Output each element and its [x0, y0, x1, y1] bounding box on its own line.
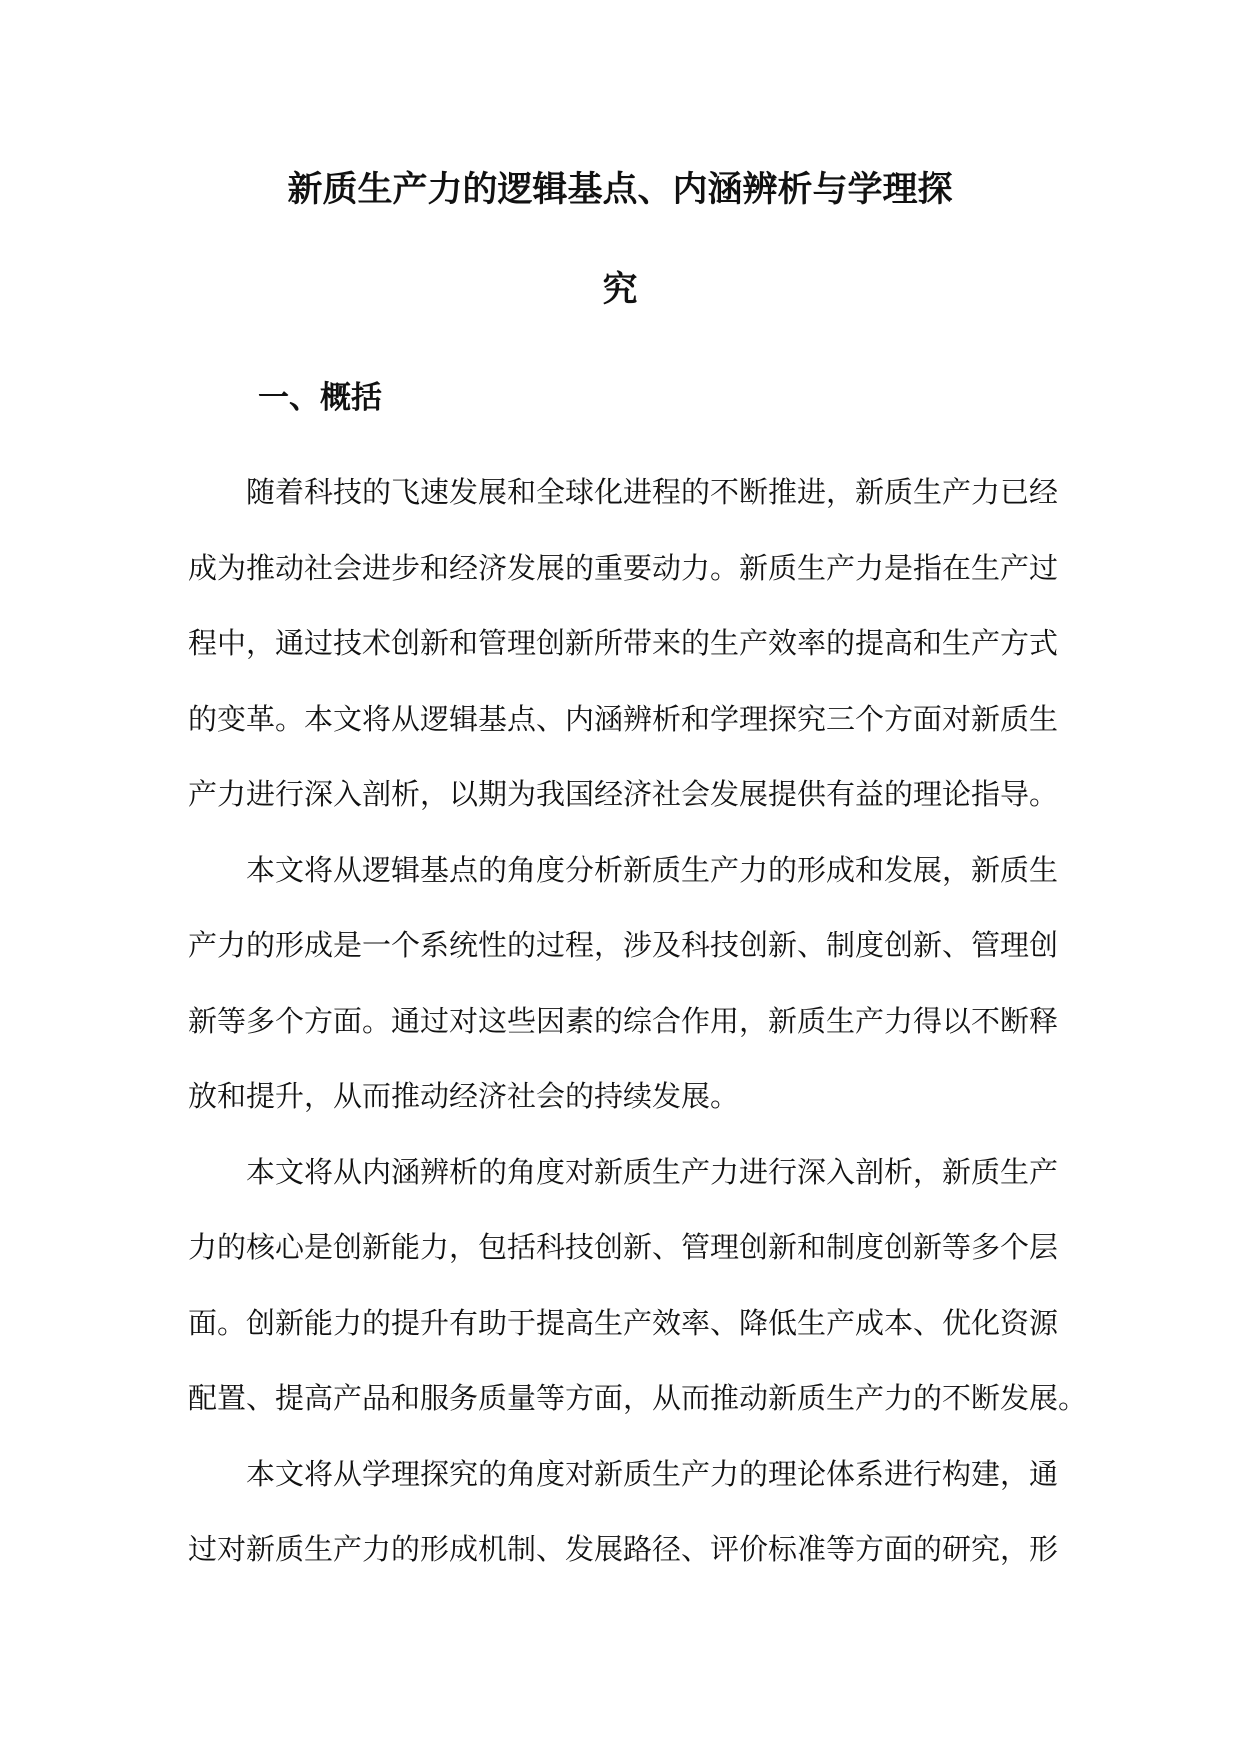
body-text: [188, 455, 1088, 1588]
text-line: 新等多个方面。通过对这些因素的综合作用，新质生产力得以不断释: [188, 1003, 1059, 1038]
section-heading: 一、概括: [258, 380, 382, 416]
document-title: [230, 140, 1010, 340]
text-line: 面。创新能力的提升有助于提高生产效率、降低生产成本、优化资源: [188, 1305, 1059, 1340]
text-line: 产力进行深入剖析，以期为我国经济社会发展提供有益的理论指导。: [188, 777, 1059, 811]
text-line: 的变革。本文将从逻辑基点、内涵辨析和学理探究三个方面对新质生: [188, 701, 1059, 736]
text-line: 放和提升，从而推动经济社会的持续发展。: [188, 1079, 740, 1113]
text-line: 程中，通过技术创新和管理创新所带来的生产效率的提高和生产方式: [188, 626, 1059, 660]
text-line: 成为推动社会进步和经济发展的重要动力。新质生产力是指在生产过: [188, 550, 1059, 585]
paragraph: [188, 1135, 1088, 1437]
paragraph: [188, 1437, 1058, 1588]
title-line: 新质生产力的逻辑基点、内涵辨析与学理探: [287, 169, 953, 210]
text-line: 本文将从内涵辨析的角度对新质生产力进行深入剖析，新质生产: [246, 1154, 1059, 1189]
text-line: 过对新质生产力的形成机制、发展路径、评价标准等方面的研究，形: [188, 1532, 1059, 1566]
text-line: 本文将从学理探究的角度对新质生产力的理论体系进行构建，通: [246, 1456, 1059, 1491]
paragraph: [188, 455, 1058, 833]
text-line: 产力的形成是一个系统性的过程，涉及科技创新、制度创新、管理创: [188, 928, 1059, 962]
title-line: 究: [602, 269, 638, 310]
text-line: 随着科技的飞速发展和全球化进程的不断推进，新质生产力已经: [246, 475, 1059, 509]
text-line: 力的核心是创新能力，包括科技创新、管理创新和制度创新等多个层: [188, 1230, 1059, 1264]
text-line: 配置、提高产品和服务质量等方面，从而推动新质生产力的不断发展。: [188, 1381, 1088, 1415]
paragraph: [188, 833, 1058, 1135]
text-line: 本文将从逻辑基点的角度分析新质生产力的形成和发展，新质生: [246, 852, 1059, 887]
